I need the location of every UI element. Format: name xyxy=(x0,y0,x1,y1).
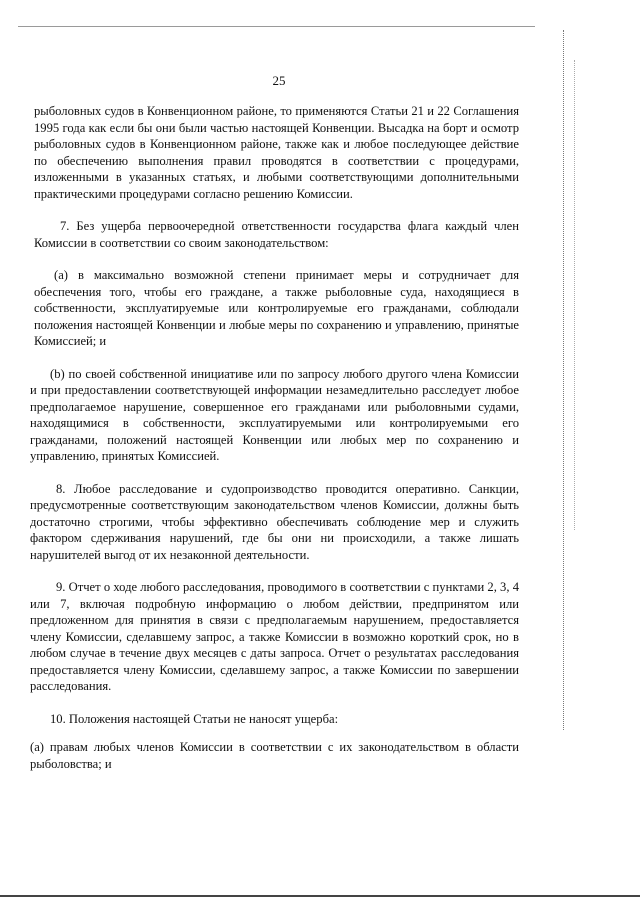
paragraph-7b: (b) по своей собственной инициативе или по запросу любого другого члена Комиссии и при предоставлении соответствующей информации незамедлительно расследует любое предполагаемое нарушение, совершенное его гражданами или рыболовными судами, находящимися в собственности, эксплуатируемыми или контролируемыми его гражданами, положений настоящей Конвенции или любых мер по сохранению и управлению, принятых Комиссией. xyxy=(30,366,519,463)
paragraph-10a: (a) правам любых членов Комиссии в соответствии с их законодательством в области рыболовства; и xyxy=(30,740,519,771)
bottom-rule xyxy=(0,895,640,897)
paragraph-8: 8. Любое расследование и судопроизводство проводится оперативно. Санкции, предусмотренные соответствующим законодательством членов Комиссии, должны быть достаточно строгими, чтобы эффективно обеспечивать соблюдение мер и служить фактором сдерживания нарушений, где бы они ни происходили, а также лишать нарушителей выгод от их незаконной деятельности. xyxy=(30,481,519,562)
top-rule xyxy=(18,26,535,27)
paragraph-7a: (a) в максимально возможной степени принимает меры и сотрудничает для обеспечения того, чтобы его граждане, а также рыболовные суда, находящиеся в собственности, эксплуатируемые или контролируемые его гражданами, соблюдали положения настоящей Конвенции и любые меры по сохранению и управлению, принятые Комиссией; и xyxy=(34,268,519,348)
paragraph-7: 7. Без ущерба первоочередной ответственности государства флага каждый член Комиссии в соответствии со своим законодательством: xyxy=(34,219,519,250)
paragraph-10: 10. Положения настоящей Статьи не наносят ущерба: xyxy=(50,711,339,726)
paragraph-9: 9. Отчет о ходе любого расследования, проводимого в соответствии с пунктами 2, 3, 4 или 7, включая подробную информацию о любом действии, предпринятом или предложенном для принятия в связи с предполагаемым нарушением, предоставляется члену Комиссии, сделавшему запрос, а также Комиссии в возможно короткий срок, но в любом случае в течение двух месяцев с даты запроса. Отчет о результатах расследования предоставляется члену Комиссии, сделавшему запрос, а также Комиссии по завершении расследования. xyxy=(30,580,519,693)
scan-edge-artifact xyxy=(563,30,564,730)
body-text xyxy=(30,103,519,772)
page-number: 25 xyxy=(272,73,286,88)
scan-edge-artifact-secondary xyxy=(574,60,575,530)
paragraph-intro: рыболовных судов в Конвенционном районе, то применяются Статьи 21 и 22 Соглашения 1995 года как если бы они были частью настоящей Конвенции. Высадка на борт и осмотр рыболовных судов в Конвенционном районе, также как и любое последующее действие по обеспечению выполнения правил проводятся в соответствии с процедурами, изложенными в указанных статьях, и любыми соответствующими дополнительными практическими процедурами согласно решению Комиссии. xyxy=(34,104,519,201)
